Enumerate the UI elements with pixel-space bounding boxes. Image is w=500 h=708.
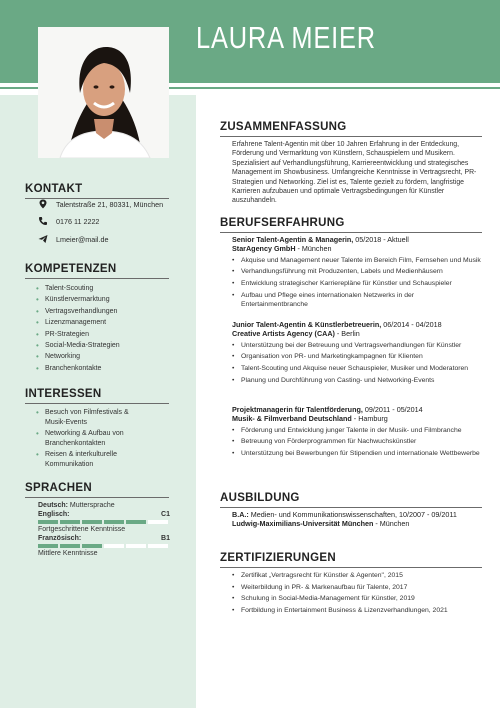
contact-address: Talentstraße 21, 80331, München — [56, 199, 164, 209]
list-item: • Künstlervermarktung — [36, 294, 169, 305]
contact-phone: 0176 11 2222 — [56, 216, 100, 226]
contact-section — [25, 183, 169, 199]
list-item: • Networking & Aufbau von Branchenkontakten — [36, 429, 146, 448]
list-item: • Entwicklung strategischer Karrierepläne für Künstler und Schauspieler — [232, 279, 482, 288]
education-degree-line — [232, 510, 482, 519]
job-dates: 06/2014 - 04/2018 — [381, 320, 442, 329]
languages-section — [25, 482, 170, 557]
contact-email[interactable]: Lmeier@mail.de — [56, 234, 109, 244]
job-title — [232, 235, 482, 244]
location-pin-icon — [38, 199, 48, 209]
job-role: Junior Talent-Agentin & Künstlerbetreuerin, — [232, 320, 382, 329]
certifications-list — [232, 571, 482, 615]
job-entry — [232, 320, 482, 387]
job-role: Senior Talent-Agentin & Managerin, — [232, 235, 354, 244]
list-item: • Förderung und Entwicklung junger Talente in der Musik- und Filmbranche — [232, 426, 482, 435]
job-bullets — [232, 341, 482, 385]
summary-section — [220, 121, 482, 137]
job-location: - Berlin — [334, 329, 360, 339]
language-level-bar — [38, 520, 170, 524]
education-location: - München — [373, 519, 410, 529]
experience-title: BERUFSERFAHRUNG — [220, 217, 345, 229]
list-item: • Zertifikat „Vertragsrecht für Künstler & Agenten", 2015 — [232, 571, 482, 580]
list-item: • Social-Media-Strategien — [36, 340, 169, 351]
list-item: • Networking — [36, 351, 169, 362]
certifications-title: ZERTIFIZIERUNGEN — [220, 552, 336, 564]
profile-photo — [38, 27, 169, 158]
list-item: • Betreuung von Förderprogrammen für Nachwuchskünstler — [232, 437, 482, 446]
contact-phone-row — [38, 216, 99, 226]
section-rule — [220, 232, 482, 233]
list-item: • Talent-Scouting und Akquise neuer Schauspieler, Musiker und Moderatoren — [232, 364, 482, 373]
job-location: - Hamburg — [351, 414, 388, 424]
contact-email-row — [38, 234, 108, 244]
section-rule — [220, 136, 482, 137]
list-item: • Unterstützung bei Bewerbungen für Stipendien und internationale Wettbewerbe — [232, 449, 482, 458]
skills-list — [36, 283, 169, 374]
job-dates: 05/2018 - Aktuell — [353, 235, 409, 244]
language-level: Mittlere Kenntnisse — [38, 550, 98, 557]
paper-plane-icon — [38, 234, 48, 244]
list-item: • Aufbau und Pflege eines internationalen Netzwerks in der Entertainmentbranche — [232, 291, 482, 309]
job-title — [232, 320, 482, 329]
job-company: StarAgency GmbH — [232, 244, 296, 254]
section-rule — [25, 278, 169, 279]
education-school: Ludwig-Maximilians-Universität München — [232, 519, 374, 529]
interests-title: INTERESSEN — [25, 388, 102, 400]
list-item: • Branchenkontakte — [36, 363, 169, 374]
list-item: • Unterstützung bei der Betreuung und Vertragsverhandlungen für Künstler — [232, 341, 482, 350]
job-company-line — [232, 329, 482, 338]
languages-title: SPRACHEN — [25, 482, 92, 494]
language-row — [38, 535, 170, 542]
list-item: • Fortbildung in Entertainment Business & Lizenzverhandlungen, 2021 — [232, 606, 482, 615]
section-rule — [220, 567, 482, 568]
list-item: • Besuch von Filmfestivals & Musik-Events — [36, 408, 146, 427]
interests-list — [36, 408, 146, 470]
section-rule — [25, 403, 169, 404]
certifications-entry — [232, 571, 482, 617]
language-level: Fortgeschrittene Kenntnisse — [38, 526, 126, 533]
section-rule — [25, 497, 169, 498]
education-section — [220, 492, 482, 508]
contact-address-row — [38, 199, 163, 209]
job-location: - München — [295, 244, 332, 254]
list-item: • Talent-Scouting — [36, 283, 169, 294]
job-title — [232, 405, 482, 414]
job-company: Creative Artists Agency (CAA) — [232, 329, 335, 339]
list-item: • Reisen & interkulturelle Kommunikation — [36, 450, 146, 469]
list-item: • Akquise und Management neuer Talente im Bereich Film, Fernsehen und Musik — [232, 256, 482, 265]
summary-title: ZUSAMMENFASSUNG — [220, 121, 347, 133]
language-code: C1 — [161, 511, 170, 518]
language-name: Englisch: — [38, 511, 70, 518]
list-item: • Vertragsverhandlungen — [36, 306, 169, 317]
section-rule — [220, 507, 482, 508]
language-code: B1 — [161, 535, 170, 542]
experience-section — [220, 217, 482, 233]
list-item: • Organisation von PR- und Marketingkampagnen für Klienten — [232, 352, 482, 361]
job-bullets — [232, 426, 482, 458]
contact-title: KONTAKT — [25, 183, 83, 195]
list-item: • Schulung in Social-Media-Management für Künstler, 2019 — [232, 594, 482, 603]
skills-section — [25, 263, 169, 374]
list-item: • Verhandlungsführung mit Produzenten, Labels und Medienhäusern — [232, 267, 482, 276]
education-degree-label: B.A.: — [232, 510, 249, 519]
education-school-line — [232, 519, 482, 528]
education-title: AUSBILDUNG — [220, 492, 300, 504]
list-item: • PR-Strategien — [36, 329, 169, 340]
summary-text: Erfahrene Talent-Agentin mit über 10 Jahren Erfahrung in der Entdeckung, Förderung und Vermarktung von Künstlern, Schauspielern und Musikern. Spezialisiert auf Verhandlungsführung, Karriereentwicklung und strategisches Management im Showbusiness. Umfangreiche Kenntnisse in Vertragsrecht, PR-Strategien und Networking. Ziel ist es, Talente gezielt zu fördern, langfristige Karrieren aufzubauen und optimale Vertragsbedingungen für Künstler auszuhandeln. — [232, 141, 477, 205]
language-native-value: Muttersprache — [69, 502, 115, 509]
job-role: Projektmanagerin für Talentförderung, — [232, 405, 363, 414]
language-row — [38, 511, 170, 518]
list-item: • Planung und Durchführung von Casting- und Networking-Events — [232, 376, 482, 385]
job-company-line — [232, 414, 482, 423]
education-entry — [232, 510, 482, 529]
language-native — [38, 502, 170, 509]
certifications-section — [220, 552, 482, 568]
skills-title: KOMPETENZEN — [25, 263, 117, 275]
list-item: • Weiterbildung in PR- & Markenaufbau für Talente, 2017 — [232, 583, 482, 592]
job-dates: 09/2011 - 05/2014 — [362, 405, 423, 414]
phone-icon — [38, 216, 48, 226]
job-company-line — [232, 244, 482, 253]
job-entry — [232, 235, 482, 311]
language-native-label: Deutsch: — [38, 502, 68, 509]
candidate-name: LAURA MEIER — [196, 20, 376, 55]
language-level-bar — [38, 544, 170, 548]
job-company: Musik- & Filmverband Deutschland — [232, 414, 352, 424]
job-bullets — [232, 256, 482, 309]
interests-section — [25, 388, 169, 472]
job-entry — [232, 405, 482, 461]
language-name: Französisch: — [38, 535, 82, 542]
education-degree: Medien- und Kommunikationswissenschaften, 10/2007 - 09/2011 — [248, 510, 457, 519]
list-item: • Lizenzmanagement — [36, 317, 169, 328]
